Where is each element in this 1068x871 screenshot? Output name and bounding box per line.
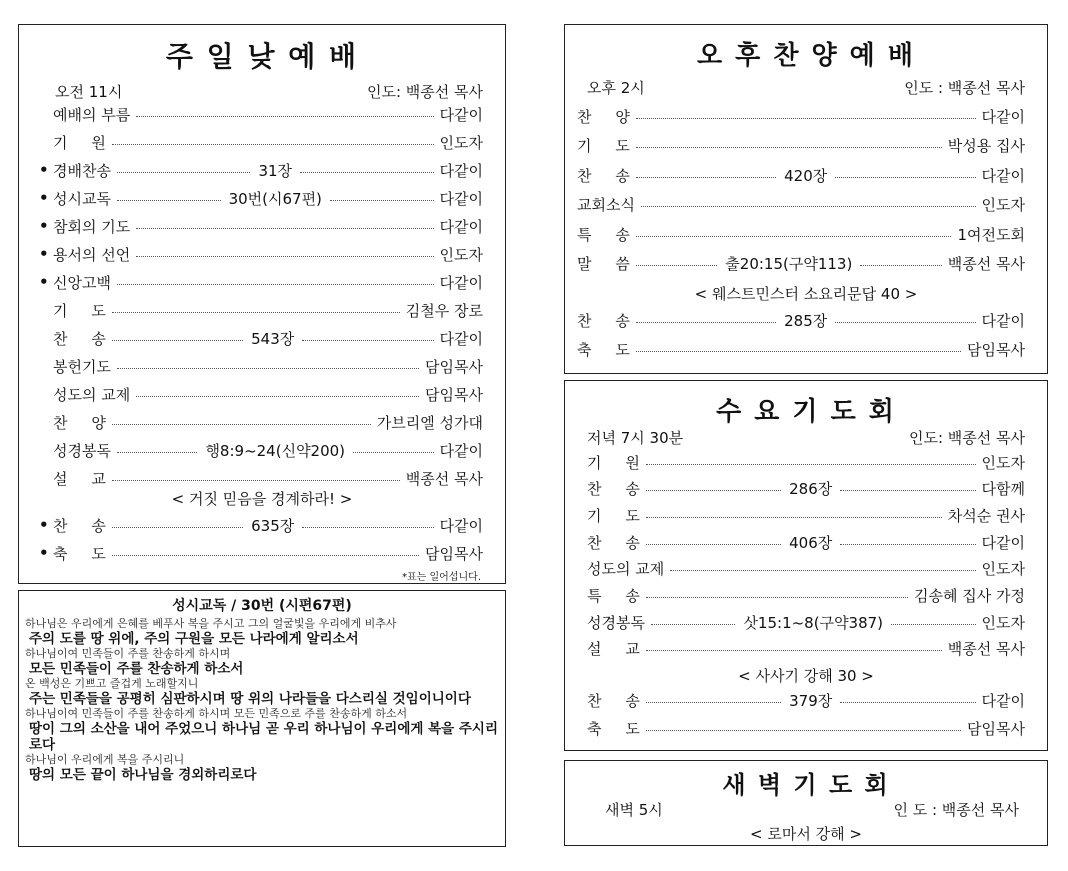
afternoon-leader: 인도 : 백종선 목사 (904, 79, 1025, 97)
dotted-leader (117, 284, 434, 285)
dotted-leader (112, 144, 434, 145)
dotted-leader (651, 624, 735, 625)
program-item-label: 성도의 교제 (587, 560, 665, 579)
dawn-prayer-panel (564, 760, 1048, 846)
afternoon-sermon-title: < 웨스트민스터 소요리문답 40 > (694, 285, 918, 303)
program-item-person: 박성용 집사 (947, 137, 1025, 155)
morning-service-panel (18, 24, 506, 584)
program-item-label: 경배찬송 (53, 161, 111, 180)
dotted-leader (300, 172, 433, 173)
wednesday-prayer-title: 수 요 기 도 회 (716, 397, 896, 427)
program-item-person: 백종선 목사 (947, 255, 1025, 273)
program-row (39, 383, 483, 405)
program-item-label: 찬 송 (587, 533, 640, 552)
dotted-leader (117, 452, 197, 453)
program-item-label: 축 도 (587, 719, 640, 738)
standing-bullet: • (39, 273, 49, 291)
standing-bullet: • (39, 245, 49, 263)
dotted-leader (112, 480, 400, 481)
program-row (587, 451, 1025, 473)
program-item-label: 신앙고백 (53, 273, 111, 292)
program-item-person: 1여전도회 (957, 225, 1025, 244)
dotted-leader (636, 147, 942, 148)
congregation-reading-line: 주는 민족들을 공평히 심판하시며 땅 위의 나라들을 다스리실 것임이니이다 (29, 691, 471, 707)
program-row (587, 478, 1025, 500)
responsive-reading-title: 성시교독 / 30번 (시편67편) (172, 598, 352, 614)
dotted-leader (646, 730, 961, 731)
dotted-leader (112, 424, 371, 425)
program-item-detail: 285장 (784, 311, 828, 330)
program-row (39, 215, 483, 237)
program-item-person: 차석순 권사 (947, 506, 1025, 525)
program-item-detail: 31장 (258, 161, 293, 180)
wednesday-sermon-title: < 사사기 강해 30 > (738, 667, 874, 685)
program-row (39, 243, 483, 265)
dotted-leader (136, 228, 433, 229)
program-row (587, 585, 1025, 607)
dotted-leader (891, 624, 975, 625)
standing-bullet: • (39, 217, 49, 235)
dotted-leader (302, 527, 433, 528)
responsive-reading-panel (18, 590, 506, 847)
program-row (39, 467, 483, 489)
dotted-leader (136, 396, 419, 397)
dotted-leader (646, 597, 908, 598)
program-row (587, 689, 1025, 711)
dotted-leader (646, 650, 942, 651)
program-item-label: 기 원 (53, 133, 106, 152)
program-item-label: 축 도 (53, 544, 106, 563)
leader-reading-line: 하나님이여 민족들이 주를 찬송하게 하시며 모든 민족으로 주를 찬송하게 하소서 (25, 707, 408, 720)
program-item-person: 다함께 (981, 480, 1025, 499)
program-item-person: 인도자 (981, 196, 1025, 214)
program-item-label: 기 도 (587, 506, 640, 525)
program-item-label: 찬 양 (53, 413, 106, 432)
program-item-detail: 30번(시67편) (228, 189, 322, 208)
program-row (39, 271, 483, 293)
program-item-label: 성경봉독 (53, 441, 111, 460)
dotted-leader (835, 177, 975, 178)
program-row (39, 187, 483, 209)
program-item-label: 설 교 (53, 469, 106, 488)
program-item-person: 가브리엘 성가대 (376, 413, 483, 432)
program-row (577, 135, 1025, 157)
program-row (39, 411, 483, 433)
program-item-person: 다같이 (439, 516, 483, 535)
program-row (587, 531, 1025, 553)
dotted-leader (636, 265, 717, 266)
morning-leader: 인도: 백종선 목사 (366, 83, 483, 101)
dotted-leader (840, 544, 975, 545)
standing-bullet: • (39, 516, 49, 534)
program-item-person: 인도자 (439, 245, 483, 264)
dotted-leader (646, 464, 976, 465)
program-item-label: 찬 송 (53, 329, 106, 348)
program-row (577, 223, 1025, 245)
program-item-detail: 635장 (251, 516, 295, 535)
dotted-leader (840, 490, 975, 491)
program-item-person: 담임목사 (967, 719, 1025, 738)
program-item-person: 백종선 목사 (405, 469, 483, 488)
congregation-reading-line: 땅의 모든 끝이 하나님을 경외하리로다 (29, 767, 257, 783)
standing-bullet: • (39, 544, 49, 562)
afternoon-service-panel (564, 24, 1048, 374)
program-row (39, 514, 483, 536)
program-item-label: 특 송 (587, 587, 640, 605)
program-item-person: 다같이 (439, 161, 483, 180)
program-item-detail: 행8:9~24(신약200) (205, 441, 346, 460)
program-item-detail: 379장 (789, 691, 833, 710)
leader-reading-line: 하나님은 우리에게 은혜를 베푸사 복을 주시고 그의 얼굴빛을 우리에게 비추사 (25, 617, 397, 630)
program-item-label: 봉헌기도 (53, 357, 111, 376)
program-item-label: 말 씀 (577, 255, 630, 273)
program-item-person: 다같이 (981, 311, 1025, 330)
dotted-leader (117, 172, 250, 173)
program-item-person: 담임목사 (425, 544, 483, 563)
program-item-detail: 543장 (251, 329, 295, 348)
program-item-person: 다같이 (439, 441, 483, 460)
dotted-leader (136, 256, 433, 257)
dotted-leader (112, 312, 400, 313)
program-row (39, 159, 483, 181)
program-item-person: 다같이 (981, 107, 1025, 126)
dotted-leader (330, 200, 434, 201)
program-row (39, 355, 483, 377)
dotted-leader (353, 452, 433, 453)
program-item-label: 기 원 (587, 453, 640, 472)
dotted-leader (636, 177, 776, 178)
afternoon-time: 오후 2시 (587, 79, 645, 97)
program-item-detail: 420장 (784, 166, 828, 185)
program-item-detail: 출20:15(구약113) (725, 255, 853, 273)
program-item-detail: 286장 (789, 480, 833, 499)
program-row (577, 338, 1025, 360)
dotted-leader (117, 368, 419, 369)
program-item-label: 기 도 (577, 137, 630, 155)
program-item-person: 다같이 (439, 189, 483, 208)
program-row (587, 504, 1025, 526)
dotted-leader (136, 116, 433, 117)
program-row (39, 131, 483, 153)
program-item-label: 찬 송 (587, 691, 640, 710)
dawn-leader: 인 도 : 백종선 목사 (893, 801, 1019, 819)
morning-time: 오전 11시 (55, 83, 123, 101)
dotted-leader (636, 236, 952, 237)
program-item-label: 축 도 (577, 340, 630, 359)
program-row (39, 439, 483, 461)
leader-reading-line: 온 백성은 기쁘고 즐겁게 노래할지니 (25, 677, 199, 690)
program-item-person: 다같이 (981, 533, 1025, 552)
standing-bullet: • (39, 189, 49, 207)
dotted-leader (840, 702, 975, 703)
dawn-time: 새벽 5시 (605, 801, 663, 819)
dotted-leader (860, 265, 941, 266)
program-item-label: 기 도 (53, 301, 106, 320)
program-row (587, 611, 1025, 633)
program-item-person: 인도자 (981, 613, 1025, 632)
program-item-person: 백종선 목사 (947, 640, 1025, 659)
morning-service-title: 주 일 낮 예 배 (165, 40, 359, 73)
program-item-person: 인도자 (981, 453, 1025, 472)
dotted-leader (112, 340, 243, 341)
dotted-leader (670, 570, 975, 571)
program-row (587, 558, 1025, 580)
congregation-reading-line: 주의 도를 땅 위에, 주의 구원을 모든 나라에게 알리소서 (29, 631, 359, 647)
standing-note: *표는 일어섭니다. (402, 572, 481, 583)
program-item-person: 다같이 (439, 329, 483, 348)
program-row (577, 309, 1025, 331)
program-item-person: 인도자 (439, 133, 483, 152)
program-item-person: 담임목사 (425, 357, 483, 376)
program-item-person: 다같이 (981, 166, 1025, 185)
dawn-prayer-title: 새 벽 기 도 회 (722, 771, 890, 799)
program-item-label: 찬 양 (577, 107, 630, 126)
program-item-person: 담임목사 (425, 385, 483, 404)
dotted-leader (641, 206, 976, 207)
dotted-leader (646, 702, 781, 703)
program-item-label: 용서의 선언 (53, 245, 131, 264)
standing-bullet: • (39, 161, 49, 179)
program-item-label: 성도의 교제 (53, 385, 131, 404)
wednesday-leader: 인도: 백종선 목사 (908, 429, 1025, 447)
program-item-label: 예배의 부름 (53, 105, 131, 124)
program-item-label: 설 교 (587, 640, 640, 659)
program-item-person: 김철우 장로 (405, 301, 483, 320)
program-item-person: 다같이 (439, 273, 483, 292)
program-item-label: 찬 송 (577, 311, 630, 330)
program-row (577, 105, 1025, 127)
program-item-person: 담임목사 (967, 340, 1025, 359)
dotted-leader (636, 118, 976, 119)
afternoon-service-title: 오 후 찬 양 예 배 (697, 41, 915, 71)
dotted-leader (636, 322, 776, 323)
dotted-leader (835, 322, 975, 323)
program-item-person: 다같이 (439, 217, 483, 236)
dotted-leader (636, 351, 961, 352)
program-row (39, 542, 483, 564)
morning-sermon-title: < 거짓 믿음을 경계하라! > (171, 490, 353, 508)
program-item-label: 성시교독 (53, 189, 111, 208)
program-item-detail: 406장 (789, 533, 833, 552)
program-item-label: 성경봉독 (587, 613, 645, 632)
wednesday-prayer-panel (564, 380, 1048, 751)
program-item-person: 다같이 (439, 105, 483, 124)
program-row (577, 194, 1025, 216)
program-row (577, 253, 1025, 275)
program-item-person: 다같이 (981, 691, 1025, 710)
dotted-leader (302, 340, 433, 341)
program-item-person: 인도자 (981, 560, 1025, 579)
dotted-leader (646, 544, 781, 545)
program-item-label: 찬 송 (53, 516, 106, 535)
dawn-sermon-title: < 로마서 강해 > (750, 825, 862, 843)
dotted-leader (646, 517, 942, 518)
program-row (39, 299, 483, 321)
program-row (39, 327, 483, 349)
congregation-reading-line: 모든 민족들이 주를 찬송하게 하소서 (29, 661, 244, 677)
program-item-label: 찬 송 (587, 480, 640, 499)
program-row (577, 164, 1025, 186)
wednesday-time: 저녁 7시 30분 (587, 429, 684, 447)
program-item-label: 찬 송 (577, 166, 630, 185)
dotted-leader (117, 200, 221, 201)
program-item-detail: 삿15:1~8(구약387) (743, 613, 884, 632)
dotted-leader (112, 527, 243, 528)
dotted-leader (646, 490, 781, 491)
dotted-leader (112, 555, 419, 556)
program-row (39, 103, 483, 125)
program-item-label: 특 송 (577, 225, 630, 244)
program-row (587, 638, 1025, 660)
program-item-label: 교회소식 (577, 196, 635, 214)
congregation-reading-line: 땅이 그의 소산을 내어 주었으니 하나님 곧 우리 하나님이 우리에게 복을 주시리로다 (29, 721, 499, 753)
program-row (587, 717, 1025, 739)
leader-reading-line: 하나님이 우리에게 복을 주시리니 (25, 753, 185, 766)
program-item-person: 김송혜 집사 가정 (914, 587, 1025, 605)
leader-reading-line: 하나님이여 민족들이 주를 찬송하게 하시며 (25, 647, 231, 660)
program-item-label: 참회의 기도 (53, 217, 131, 236)
